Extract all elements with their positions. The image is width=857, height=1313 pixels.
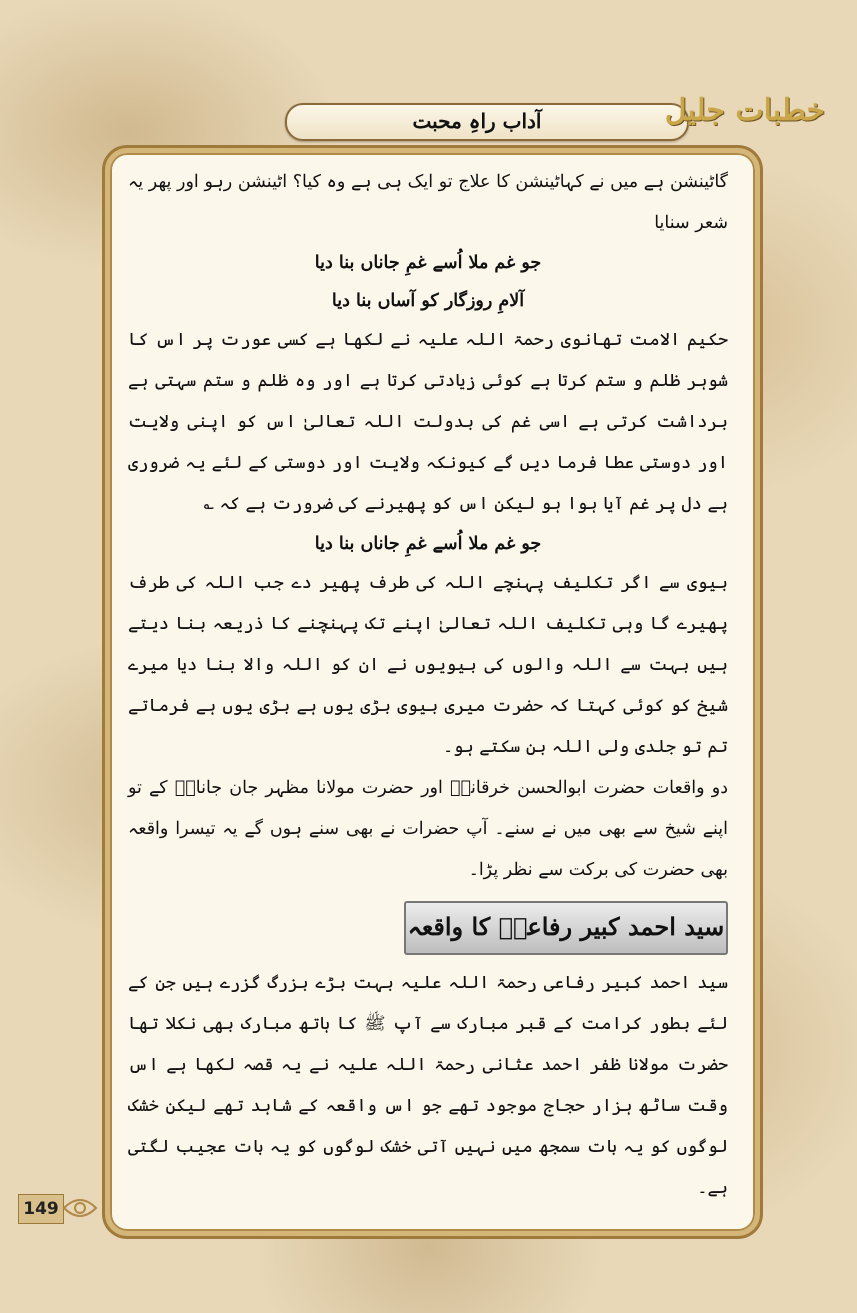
subheading: سید احمد کبیر رفاعیؒ کا واقعہ — [404, 901, 728, 955]
verse-line-3: جو غم ملا اُسے غمِ جاناں بنا دیا — [314, 534, 542, 554]
chapter-title: آداب راہِ محبت — [412, 109, 542, 133]
page-number: 149 — [18, 1194, 64, 1224]
page-number-area — [18, 1188, 98, 1228]
paragraph-1: گاٹینشن ہے میں نے کہاٹینشن کا علاج تو ایک ہی ہے وہ کیا؟ اٹینشن رہو اور پھر یہ شعر سنایا — [128, 172, 728, 233]
paragraph-5: سید احمد کبیر رفاعی رحمۃ اللہ علیہ بہت بڑے بزرگ گزرے ہیں جن کے لئے بطور کرامت کے قبر مبارک سے آپ ﷺ کا ہاتھ مبارک بھی نکلا تھا حضرت مولانا ظفر احمد عثانی رحمۃ اللہ علیہ نے یہ قصہ لکھا ہے اس وقت ساٹھ ہزار حجاج موجود تھے جو اس واقعہ کے شاہد تھے لیکن خشک لوگوں کو یہ بات سمجھ میں نہیں آتی خشک لوگوں کو یہ بات عجیب لگتی ہے۔ — [128, 973, 728, 1198]
chapter-title-pill — [285, 103, 689, 141]
paragraph-3: بیوی سے اگر تکلیف پہنچے اللہ کی طرف پھیر دے جب اللہ کی طرف پھیرے گا وہی تکلیف اللہ تعالیٰ اپنے تک پہنچنے کا ذریعہ بنا دیتے ہیں بہت سے اللہ والوں کی بیویوں نے ان کو اللہ والا بنا دیا میرے شیخ کو کوئی کہتا کہ حضرت میری بیوی بڑی یوں ہے بڑی یوں ہے فرماتے تم تو جلدی ولی اللہ بن سکتے ہو۔ — [128, 573, 728, 757]
verse-line-2: آلامِ روزگار کو آساں بنا دیا — [331, 291, 525, 311]
book-title: خطبات جلیل — [664, 93, 825, 128]
paragraph-4: دو واقعات حضرت ابوالحسن خرقانیؒ اور حضرت مولانا مظہر جان جاناںؒ کے تو اپنے شیخ سے بھی میں نے سنے۔ آپ حضرات نے بھی سنے ہوں گے یہ تیسرا واقعہ بھی حضرت کی برکت سے نظر پڑا۔ — [128, 778, 728, 880]
verse-line-1: جو غم ملا اُسے غمِ جاناں بنا دیا — [314, 253, 542, 273]
running-header — [285, 95, 825, 145]
page-content — [128, 162, 728, 1209]
ornament-icon — [62, 1190, 98, 1226]
paragraph-2: حکیم الامت تھانوی رحمۃ اللہ علیہ نے لکھا ہے کسی عورت پر اس کا شوہر ظلم و ستم کرتا ہے کوئی زیادتی کرتا ہے اور وہ ظلم و ستم سہتی ہے برداشت کرتی ہے اسی غم کی بدولت اللہ تعالیٰ اس کو اپنی ولایت اور دوستی عطا فرما دیں گے کیونکہ ولایت اور دوستی کے لئے یہ ضروری ہے دل پر غم آیا ہوا ہو لیکن اس کو پھیرنے کی ضرورت ہے کہ ؎ — [128, 330, 728, 514]
subheading-wrap — [128, 901, 728, 951]
